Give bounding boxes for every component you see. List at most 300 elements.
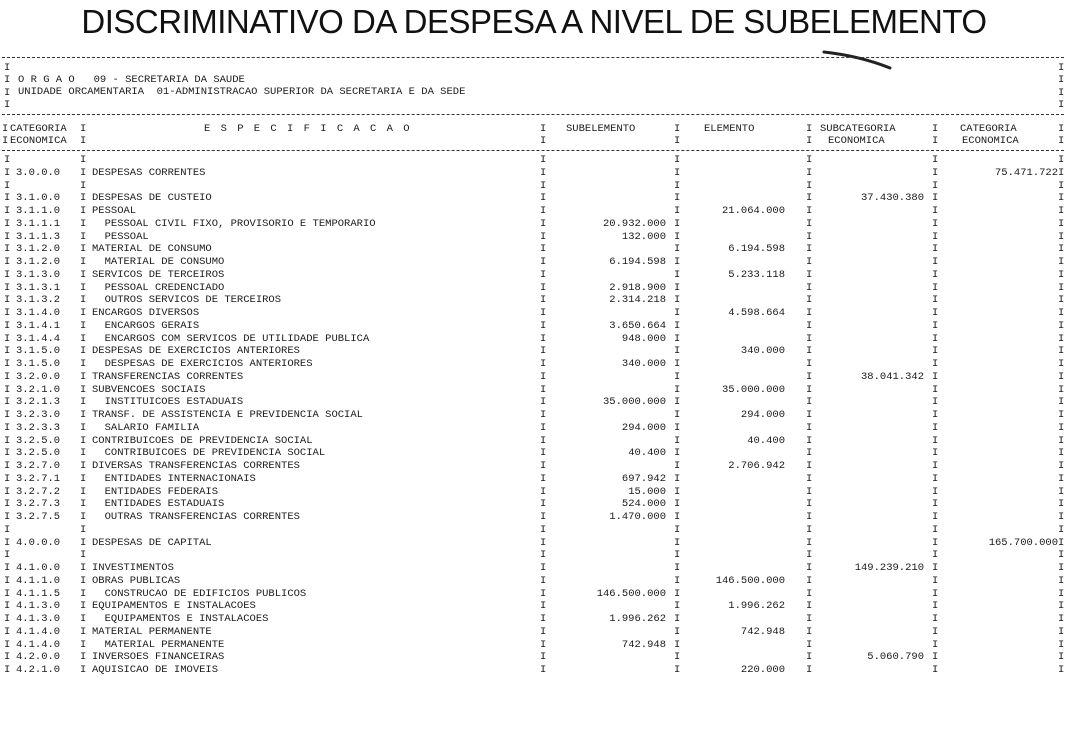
row-elemento: 4.598.664 <box>728 307 785 319</box>
column-separator: I <box>80 166 87 179</box>
column-separator: I <box>4 370 11 383</box>
column-separator: I <box>674 485 681 498</box>
column-separator: I <box>80 396 87 409</box>
row-description: SUBVENCOES SOCIAIS <box>92 383 206 396</box>
row-subelemento: 340.000 <box>621 358 666 370</box>
row-description: ENTIDADES FEDERAIS <box>92 485 219 498</box>
column-separator: I <box>674 523 681 536</box>
column-separator: I <box>4 154 11 166</box>
column-separator: I <box>674 613 681 625</box>
row-code: 4.1.4.0 <box>16 625 61 638</box>
row-subelemento: 20.932.000 <box>602 217 666 230</box>
row-elemento: 146.500.000 <box>715 574 785 587</box>
row-description: ENCARGOS COM SERVICOS DE UTILIDADE PUBLICA <box>92 332 370 345</box>
header-pipe-1: I <box>80 123 87 135</box>
column-separator: I <box>806 523 813 536</box>
column-separator: I <box>806 485 813 498</box>
column-separator: I <box>806 472 813 485</box>
row-description: DESPESAS DE EXERCICIOS ANTERIORES <box>92 358 313 370</box>
column-separator: I <box>540 562 547 574</box>
column-separator: I <box>80 409 87 421</box>
column-separator: I <box>4 230 11 243</box>
header-pipe-5: I <box>932 123 939 135</box>
header-pipe-6b: I <box>1058 135 1065 148</box>
header-pipe-1b: I <box>80 135 87 148</box>
column-separator: I <box>540 166 547 179</box>
column-separator: I <box>540 358 547 370</box>
row-subelemento: 40.400 <box>628 447 666 460</box>
row-subelemento: 3.650.664 <box>609 319 666 332</box>
column-separator: I <box>1058 205 1065 217</box>
column-separator: I <box>540 319 547 332</box>
row-code: 3.2.1.0 <box>16 383 61 396</box>
column-separator: I <box>806 447 813 460</box>
table-row <box>0 613 1068 625</box>
row-code: 3.2.1.3 <box>16 396 61 409</box>
header-categoria-2: ECONOMICA <box>10 135 67 148</box>
table-row <box>0 549 1068 561</box>
header-categoria-1: CATEGORIA <box>10 123 67 135</box>
column-separator: I <box>674 319 681 332</box>
header-pipe-4: I <box>806 123 813 135</box>
column-separator: I <box>4 294 11 307</box>
column-separator: I <box>540 154 547 166</box>
column-separator: I <box>4 523 11 536</box>
column-separator: I <box>4 472 11 485</box>
column-separator: I <box>540 192 547 205</box>
column-separator: I <box>674 243 681 256</box>
column-separator: I <box>80 536 87 549</box>
column-separator: I <box>806 396 813 409</box>
column-separator: I <box>4 166 11 179</box>
column-separator: I <box>1058 256 1065 268</box>
column-separator: I <box>674 383 681 396</box>
column-separator: I <box>1058 268 1065 281</box>
column-separator: I <box>4 447 11 460</box>
table-row <box>0 269 1068 281</box>
header-pipe-2b: I <box>540 135 547 148</box>
header-top-rule <box>2 114 1064 115</box>
row-subelemento: 6.194.598 <box>609 256 666 268</box>
table-row <box>0 562 1068 574</box>
row-code: 4.1.3.0 <box>16 613 61 625</box>
column-separator: I <box>806 243 813 256</box>
column-separator: I <box>806 192 813 205</box>
row-description: ENCARGOS DIVERSOS <box>92 307 200 319</box>
column-separator: I <box>806 332 813 345</box>
column-separator: I <box>932 638 939 651</box>
column-separator: I <box>806 549 813 562</box>
row-code: 3.1.3.2 <box>16 294 61 307</box>
column-separator: I <box>806 319 813 332</box>
row-description: ENCARGOS GERAIS <box>92 319 200 332</box>
column-separator: I <box>932 600 939 613</box>
column-separator: I <box>1058 651 1065 664</box>
row-description: EQUIPAMENTOS E INSTALACOES <box>92 600 256 613</box>
row-code: 3.1.1.0 <box>16 205 61 217</box>
column-separator: I <box>932 205 939 217</box>
column-separator: I <box>80 179 87 192</box>
row-code: 3.1.4.0 <box>16 307 61 319</box>
table-row <box>0 524 1068 536</box>
row-code: 3.2.7.5 <box>16 511 61 523</box>
column-separator: I <box>1058 166 1065 179</box>
column-separator: I <box>932 587 939 600</box>
column-separator: I <box>80 217 87 230</box>
column-separator: I <box>1058 154 1065 166</box>
column-separator: I <box>1058 447 1065 460</box>
column-separator: I <box>806 166 813 179</box>
column-separator: I <box>540 587 547 600</box>
row-subcategoria: 38.041.342 <box>860 370 924 383</box>
column-separator: I <box>932 243 939 256</box>
row-description: SERVICOS DE TERCEIROS <box>92 268 225 281</box>
column-separator: I <box>1058 511 1065 523</box>
column-separator: I <box>540 460 547 472</box>
table-row <box>0 231 1068 243</box>
column-separator: I <box>80 574 87 587</box>
column-separator: I <box>932 460 939 472</box>
column-separator: I <box>1058 638 1065 651</box>
column-separator: I <box>540 434 547 447</box>
column-separator: I <box>932 472 939 485</box>
column-separator: I <box>1058 523 1065 536</box>
column-separator: I <box>1058 485 1065 498</box>
table-row <box>0 626 1068 638</box>
column-separator: I <box>4 396 11 409</box>
column-separator: I <box>540 498 547 511</box>
column-separator: I <box>80 243 87 256</box>
row-description: OUTROS SERVICOS DE TERCEIROS <box>92 294 282 307</box>
table-row <box>0 192 1068 204</box>
column-separator: I <box>674 179 681 192</box>
table-row <box>0 180 1068 192</box>
header-bottom-rule <box>2 150 1064 151</box>
column-separator: I <box>1058 434 1065 447</box>
table-row <box>0 422 1068 434</box>
column-separator: I <box>1058 536 1065 549</box>
column-separator: I <box>80 358 87 370</box>
column-separator: I <box>80 281 87 294</box>
column-separator: I <box>4 434 11 447</box>
column-separator: I <box>932 536 939 549</box>
column-separator: I <box>540 307 547 319</box>
row-code: 4.1.1.0 <box>16 574 61 587</box>
column-separator: I <box>674 638 681 651</box>
column-separator: I <box>4 179 11 192</box>
column-separator: I <box>540 345 547 358</box>
column-separator: I <box>932 166 939 179</box>
column-separator: I <box>1058 383 1065 396</box>
column-separator: I <box>806 294 813 307</box>
column-separator: I <box>932 370 939 383</box>
row-code: 3.2.0.0 <box>16 370 61 383</box>
row-code: 3.2.7.3 <box>16 498 61 511</box>
table-row <box>0 384 1068 396</box>
column-separator: I <box>932 485 939 498</box>
table-row <box>0 282 1068 294</box>
column-separator: I <box>80 498 87 511</box>
header-left-pipes: I I <box>2 123 9 148</box>
column-separator: I <box>4 536 11 549</box>
column-separator: I <box>1058 192 1065 205</box>
row-description: CONSTRUCAO DE EDIFICIOS PUBLICOS <box>92 587 307 600</box>
column-separator: I <box>806 205 813 217</box>
row-elemento: 294.000 <box>740 409 785 421</box>
column-separator: I <box>1058 217 1065 230</box>
column-separator: I <box>4 664 11 676</box>
row-code: 3.2.7.1 <box>16 472 61 485</box>
column-separator: I <box>1058 243 1065 256</box>
column-separator: I <box>806 664 813 676</box>
row-subelemento: 2.314.218 <box>609 294 666 307</box>
frame-right-i: I I I I <box>1058 62 1065 112</box>
table-row <box>0 154 1068 166</box>
column-separator: I <box>80 192 87 205</box>
table-row <box>0 218 1068 230</box>
table-row <box>0 664 1068 676</box>
column-separator: I <box>80 549 87 562</box>
column-separator: I <box>806 638 813 651</box>
column-separator: I <box>80 319 87 332</box>
column-separator: I <box>1058 370 1065 383</box>
table-row <box>0 396 1068 408</box>
row-code: 4.1.3.0 <box>16 600 61 613</box>
column-separator: I <box>806 230 813 243</box>
column-separator: I <box>932 562 939 574</box>
column-separator: I <box>674 574 681 587</box>
column-separator: I <box>80 587 87 600</box>
header-pipe-3b: I <box>674 135 681 148</box>
row-code: 3.1.4.4 <box>16 332 61 345</box>
column-separator: I <box>932 613 939 625</box>
column-separator: I <box>932 154 939 166</box>
column-separator: I <box>4 498 11 511</box>
row-subelemento: 742.948 <box>621 638 666 651</box>
column-separator: I <box>932 651 939 664</box>
column-separator: I <box>80 485 87 498</box>
column-separator: I <box>80 511 87 523</box>
column-separator: I <box>1058 332 1065 345</box>
row-description: INVERSOES FINANCEIRAS <box>92 651 225 664</box>
row-code: 4.0.0.0 <box>16 536 61 549</box>
row-description: DIVERSAS TRANSFERENCIAS CORRENTES <box>92 460 300 472</box>
column-separator: I <box>674 166 681 179</box>
column-separator: I <box>80 256 87 268</box>
row-code: 4.1.4.0 <box>16 638 61 651</box>
table-row <box>0 460 1068 472</box>
column-separator: I <box>80 664 87 676</box>
header-pipe-2: I <box>540 123 547 135</box>
column-separator: I <box>806 358 813 370</box>
column-separator: I <box>932 179 939 192</box>
column-separator: I <box>4 625 11 638</box>
row-description: INVESTIMENTOS <box>92 562 174 574</box>
column-separator: I <box>540 281 547 294</box>
column-separator: I <box>540 574 547 587</box>
row-subcategoria: 5.060.790 <box>867 651 924 664</box>
column-separator: I <box>806 613 813 625</box>
row-description: TRANSFERENCIAS CORRENTES <box>92 370 244 383</box>
unidade-line: UNIDADE ORCAMENTARIA 01-ADMINISTRACAO SUPERIOR DA SECRETARIA E DA SEDE <box>18 86 466 98</box>
column-separator: I <box>1058 345 1065 358</box>
column-separator: I <box>806 383 813 396</box>
column-separator: I <box>932 256 939 268</box>
row-elemento: 220.000 <box>740 664 785 676</box>
table-row <box>0 498 1068 510</box>
column-separator: I <box>80 294 87 307</box>
table-row <box>0 307 1068 319</box>
column-separator: I <box>674 396 681 409</box>
column-separator: I <box>932 345 939 358</box>
column-separator: I <box>540 230 547 243</box>
row-description: PESSOAL <box>92 230 149 243</box>
row-subelemento: 132.000 <box>621 230 666 243</box>
column-separator: I <box>540 638 547 651</box>
column-separator: I <box>932 281 939 294</box>
column-separator: I <box>540 613 547 625</box>
column-separator: I <box>4 307 11 319</box>
table-row <box>0 256 1068 268</box>
orgao-line: O R G A O 09 - SECRETARIA DA SAUDE <box>18 74 245 86</box>
column-separator: I <box>540 179 547 192</box>
column-separator: I <box>932 447 939 460</box>
column-separator: I <box>540 523 547 536</box>
table-row <box>0 435 1068 447</box>
column-separator: I <box>806 562 813 574</box>
column-separator: I <box>806 370 813 383</box>
header-pipe-5b: I <box>932 135 939 148</box>
column-separator: I <box>674 549 681 562</box>
row-code: 3.1.3.1 <box>16 281 61 294</box>
column-separator: I <box>932 511 939 523</box>
column-separator: I <box>932 294 939 307</box>
column-separator: I <box>540 294 547 307</box>
table-row <box>0 333 1068 345</box>
column-separator: I <box>80 460 87 472</box>
column-separator: I <box>674 562 681 574</box>
header-especificacao: E S P E C I F I C A C A O <box>204 123 412 135</box>
column-separator: I <box>932 383 939 396</box>
table-row <box>0 243 1068 255</box>
column-separator: I <box>806 409 813 421</box>
column-separator: I <box>1058 613 1065 625</box>
row-description: ENTIDADES INTERNACIONAIS <box>92 472 256 485</box>
table-row <box>0 588 1068 600</box>
column-separator: I <box>1058 574 1065 587</box>
row-code: 3.1.3.0 <box>16 268 61 281</box>
row-subelemento: 15.000 <box>628 485 666 498</box>
column-separator: I <box>4 549 11 562</box>
table-row <box>0 651 1068 663</box>
column-separator: I <box>1058 307 1065 319</box>
column-separator: I <box>674 370 681 383</box>
table-row <box>0 486 1068 498</box>
column-separator: I <box>540 370 547 383</box>
row-code: 3.1.4.1 <box>16 319 61 332</box>
row-elemento: 1.996.262 <box>728 600 785 613</box>
column-separator: I <box>674 664 681 676</box>
column-separator: I <box>540 421 547 434</box>
table-row <box>0 409 1068 421</box>
pen-mark <box>820 48 900 72</box>
table-row <box>0 511 1068 523</box>
column-separator: I <box>540 549 547 562</box>
column-separator: I <box>674 358 681 370</box>
column-separator: I <box>80 307 87 319</box>
row-subelemento: 35.000.000 <box>602 396 666 409</box>
column-separator: I <box>4 421 11 434</box>
row-description: DESPESAS DE EXERCICIOS ANTERIORES <box>92 345 300 358</box>
column-separator: I <box>806 154 813 166</box>
column-separator: I <box>674 192 681 205</box>
column-separator: I <box>4 268 11 281</box>
table-row <box>0 537 1068 549</box>
column-separator: I <box>4 511 11 523</box>
column-separator: I <box>674 332 681 345</box>
column-separator: I <box>806 345 813 358</box>
column-separator: I <box>932 409 939 421</box>
row-subelemento: 1.996.262 <box>609 613 666 625</box>
column-separator: I <box>540 396 547 409</box>
row-description: PESSOAL <box>92 205 137 217</box>
table-row <box>0 294 1068 306</box>
row-code: 4.1.0.0 <box>16 562 61 574</box>
row-description: ENTIDADES ESTADUAIS <box>92 498 225 511</box>
row-subelemento: 146.500.000 <box>596 587 666 600</box>
column-separator: I <box>4 205 11 217</box>
row-elemento: 40.400 <box>747 434 785 447</box>
column-separator: I <box>674 472 681 485</box>
row-code: 3.2.7.0 <box>16 460 61 472</box>
table-row <box>0 575 1068 587</box>
column-separator: I <box>1058 319 1065 332</box>
column-separator: I <box>674 447 681 460</box>
column-separator: I <box>674 268 681 281</box>
column-separator: I <box>80 370 87 383</box>
column-separator: I <box>80 523 87 536</box>
column-separator: I <box>806 256 813 268</box>
column-separator: I <box>932 230 939 243</box>
column-separator: I <box>674 230 681 243</box>
column-separator: I <box>540 243 547 256</box>
column-separator: I <box>540 472 547 485</box>
column-separator: I <box>806 625 813 638</box>
row-code: 3.2.5.0 <box>16 447 61 460</box>
column-separator: I <box>4 638 11 651</box>
column-separator: I <box>4 217 11 230</box>
column-separator: I <box>1058 600 1065 613</box>
row-description: CONTRIBUICOES DE PREVIDENCIA SOCIAL <box>92 434 313 447</box>
header-pipe-3: I <box>674 123 681 135</box>
column-separator: I <box>1058 587 1065 600</box>
column-separator: I <box>80 154 87 166</box>
column-separator: I <box>80 625 87 638</box>
column-separator: I <box>4 345 11 358</box>
column-separator: I <box>80 562 87 574</box>
row-description: DESPESAS DE CUSTEIO <box>92 192 212 205</box>
column-separator: I <box>674 498 681 511</box>
row-description: MATERIAL PERMANENTE <box>92 625 212 638</box>
row-description: PESSOAL CREDENCIADO <box>92 281 225 294</box>
row-code: 3.2.3.3 <box>16 421 61 434</box>
column-separator: I <box>674 281 681 294</box>
column-separator: I <box>80 230 87 243</box>
column-separator: I <box>806 281 813 294</box>
row-code: 3.0.0.0 <box>16 166 61 179</box>
row-subelemento: 948.000 <box>621 332 666 345</box>
column-separator: I <box>674 536 681 549</box>
